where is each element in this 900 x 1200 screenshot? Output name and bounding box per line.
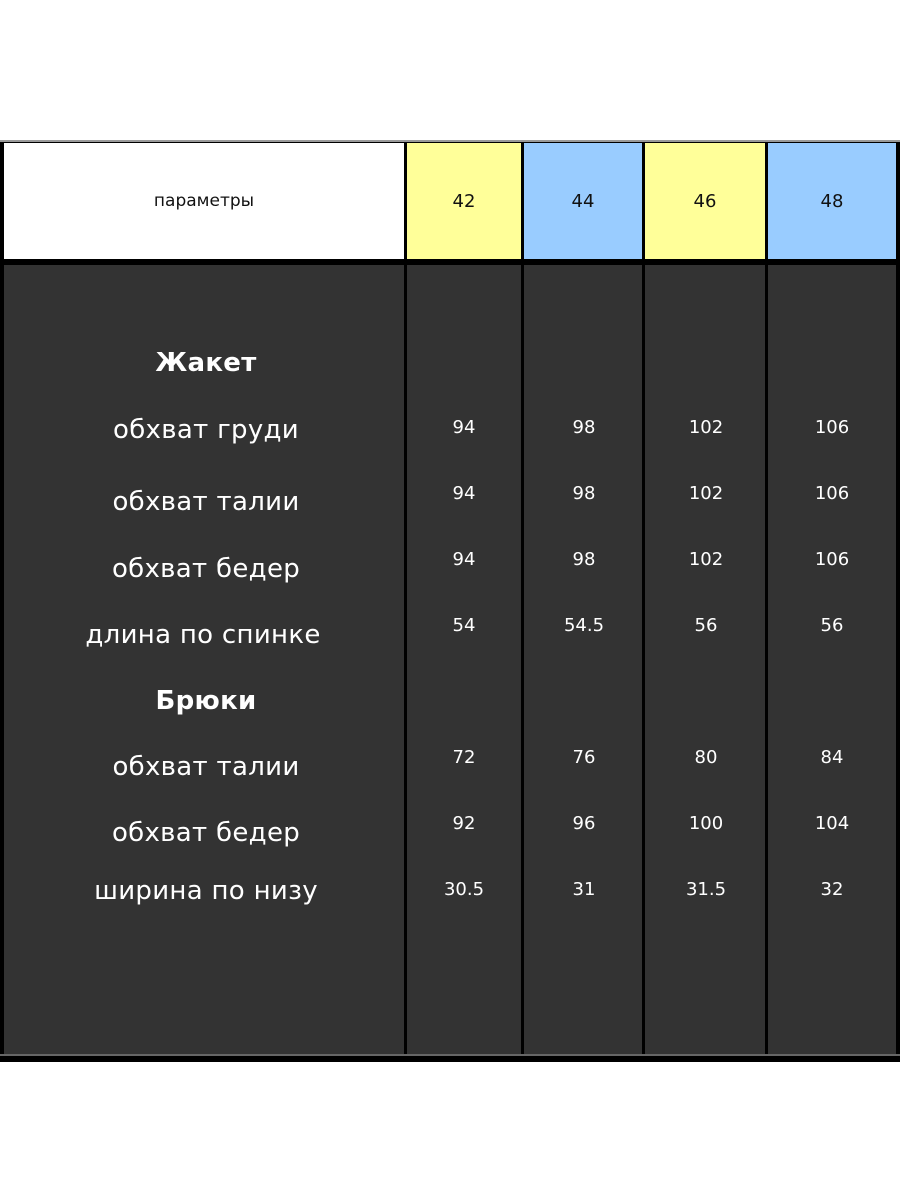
row-value: 72 bbox=[452, 747, 476, 768]
row-label: длина по спинке bbox=[85, 620, 321, 650]
row-value: 84 bbox=[820, 747, 844, 768]
row-value: 94 bbox=[452, 483, 476, 504]
body-size-42-column bbox=[407, 265, 521, 1054]
row-value: 94 bbox=[452, 417, 476, 438]
header-size-48-cell bbox=[768, 143, 896, 259]
row-value: 92 bbox=[452, 813, 476, 834]
section-label-trousers: Брюки bbox=[155, 686, 257, 716]
row-label: обхват груди bbox=[112, 415, 300, 445]
header-size-label: 48 bbox=[820, 190, 844, 212]
row-value: 98 bbox=[572, 549, 596, 570]
body-parameters-column bbox=[4, 265, 404, 1054]
table-top-border bbox=[0, 140, 900, 142]
row-label: обхват бедер bbox=[111, 554, 301, 584]
body-size-48-column bbox=[768, 265, 896, 1054]
row-value: 96 bbox=[572, 813, 596, 834]
header-size-label: 42 bbox=[452, 190, 476, 212]
row-value: 56 bbox=[820, 615, 844, 636]
header-parameters-label: параметры bbox=[153, 191, 255, 211]
row-value: 104 bbox=[814, 813, 850, 834]
table-bottom-border bbox=[0, 1054, 900, 1056]
row-value: 102 bbox=[688, 549, 724, 570]
row-value: 100 bbox=[688, 813, 724, 834]
row-label: обхват талии bbox=[112, 752, 300, 782]
row-value: 98 bbox=[572, 483, 596, 504]
row-value: 32 bbox=[820, 879, 844, 900]
row-value: 56 bbox=[694, 615, 718, 636]
row-label: обхват бедер bbox=[111, 818, 301, 848]
row-value: 54.5 bbox=[563, 615, 605, 636]
header-size-label: 44 bbox=[571, 190, 595, 212]
row-value: 80 bbox=[694, 747, 718, 768]
row-value: 76 bbox=[572, 747, 596, 768]
header-size-42-cell bbox=[407, 143, 521, 259]
row-label: обхват талии bbox=[112, 487, 300, 517]
row-value: 31.5 bbox=[685, 879, 727, 900]
body-size-46-column bbox=[645, 265, 765, 1054]
row-value: 102 bbox=[688, 417, 724, 438]
row-label: ширина по низу bbox=[94, 876, 318, 906]
header-parameters-cell bbox=[4, 143, 404, 259]
row-value: 31 bbox=[572, 879, 596, 900]
body-size-44-column bbox=[524, 265, 642, 1054]
row-value: 30.5 bbox=[443, 879, 485, 900]
section-label-jacket: Жакет bbox=[155, 348, 257, 378]
row-value: 106 bbox=[814, 549, 850, 570]
row-value: 98 bbox=[572, 417, 596, 438]
row-value: 106 bbox=[814, 417, 850, 438]
row-value: 94 bbox=[452, 549, 476, 570]
header-size-label: 46 bbox=[693, 190, 717, 212]
row-value: 54 bbox=[452, 615, 476, 636]
row-value: 102 bbox=[688, 483, 724, 504]
header-size-46-cell bbox=[645, 143, 765, 259]
header-size-44-cell bbox=[524, 143, 642, 259]
row-value: 106 bbox=[814, 483, 850, 504]
